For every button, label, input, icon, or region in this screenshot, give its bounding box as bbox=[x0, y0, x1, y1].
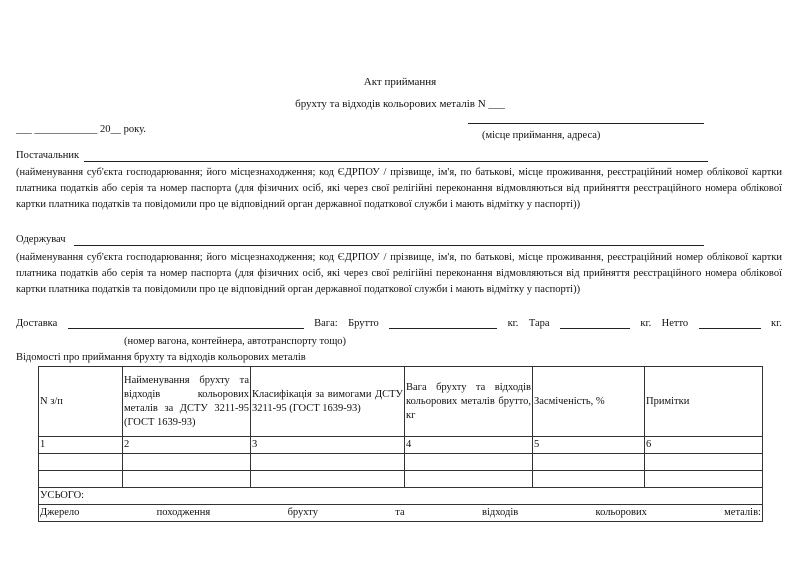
tare-label: Тара bbox=[528, 318, 550, 329]
delivery-caption: (номер вагона, контейнера, автотранспорту тощо) bbox=[124, 336, 347, 347]
receiver-label: Одержувач bbox=[16, 234, 66, 245]
col-number-6: 6 bbox=[645, 437, 763, 454]
delivery-row bbox=[16, 318, 782, 329]
table-number-row bbox=[39, 437, 763, 454]
header-name: Найменування брухту та відходів кольорових металів за ДСТУ 3211-95 (ГОСТ 1639-93) bbox=[123, 367, 251, 437]
delivery-label: Доставка bbox=[16, 318, 58, 329]
source-word: відходів bbox=[481, 507, 519, 518]
document-subtitle: брухту та відходів кольорових металів N ___ bbox=[295, 98, 505, 110]
document-title: Акт приймання bbox=[363, 76, 437, 88]
source-word: брухту bbox=[287, 507, 318, 518]
table-source-row bbox=[39, 505, 763, 522]
weight-label: Вага: bbox=[314, 318, 338, 329]
net-label: Нетто bbox=[661, 318, 689, 329]
source-word: кольорових bbox=[595, 507, 647, 518]
source-label bbox=[40, 506, 761, 520]
table-cell[interactable] bbox=[39, 454, 123, 471]
supplier-caption: (найменування суб'єкта господарювання; його місцезнаходження; код ЄДРПОУ / прізвище, ім'я, по батькові, місце проживання, реєстраційний номер облікової картки платника податків або серія та номер паспорта (для фізичних осіб, які через свої релігійні переконання відмовляються від прийняття реєстраційного номера облікової картки платника податків та повідомили про це відповідний орган державної податкової служби і мають відмітку у паспорті)) bbox=[16, 167, 782, 210]
supplier-label: Постачальник bbox=[16, 150, 80, 161]
total-label: УСЬОГО: bbox=[39, 488, 763, 505]
tare-field[interactable] bbox=[560, 318, 630, 329]
table-cell[interactable] bbox=[405, 471, 533, 488]
gross-field[interactable] bbox=[389, 318, 497, 329]
table-row bbox=[39, 471, 763, 488]
table-header-row bbox=[39, 367, 763, 437]
table-cell[interactable] bbox=[251, 471, 405, 488]
table-cell[interactable] bbox=[123, 454, 251, 471]
header-notes: Примітки bbox=[645, 367, 763, 437]
col-number-5: 5 bbox=[533, 437, 645, 454]
table-cell[interactable] bbox=[645, 454, 763, 471]
header-weight: Вага брухту та відходів кольорових металів брутто, кг bbox=[405, 367, 533, 437]
supplier-field[interactable] bbox=[84, 161, 708, 162]
col-number-4: 4 bbox=[405, 437, 533, 454]
col-number-3: 3 bbox=[251, 437, 405, 454]
table-row bbox=[39, 454, 763, 471]
tare-unit: кг. bbox=[640, 318, 652, 329]
header-contamination: Засміченість, % bbox=[533, 367, 645, 437]
source-cell bbox=[39, 505, 763, 522]
source-word: металів: bbox=[724, 507, 761, 518]
table-cell[interactable] bbox=[39, 471, 123, 488]
source-word: походження bbox=[156, 507, 211, 518]
table-cell[interactable] bbox=[533, 454, 645, 471]
source-word: та bbox=[395, 507, 405, 518]
net-field[interactable] bbox=[699, 318, 761, 329]
source-word: Джерело bbox=[40, 507, 80, 518]
act-date: ___ ____________ 20__ року. bbox=[16, 124, 146, 135]
table-cell[interactable] bbox=[123, 471, 251, 488]
receiver-caption: (найменування суб'єкта господарювання; його місцезнаходження; код ЄДРПОУ / прізвище, ім'я, по батькові, місце проживання, реєстраційний номер облікової картки платника податків або серія та номер паспорта (для фізичних осіб, які через свої релігійні переконання відмовляються від прийняття реєстраційного номера облікової картки платника податків та повідомили про це відповідний орган державної податкової служби і мають відмітку у паспорті)) bbox=[16, 252, 782, 295]
receiver-field[interactable] bbox=[74, 245, 704, 246]
header-classification: Класифікація за вимогами ДСТУ 3211-95 (ГОСТ 1639-93) bbox=[251, 367, 405, 437]
gross-unit: кг. bbox=[507, 318, 519, 329]
place-caption: (місце приймання, адреса) bbox=[482, 130, 601, 141]
table-cell[interactable] bbox=[251, 454, 405, 471]
table-cell[interactable] bbox=[405, 454, 533, 471]
scrap-table bbox=[38, 366, 763, 522]
table-cell[interactable] bbox=[533, 471, 645, 488]
table-cell[interactable] bbox=[645, 471, 763, 488]
col-number-1: 1 bbox=[39, 437, 123, 454]
gross-label: Брутто bbox=[348, 318, 379, 329]
delivery-field[interactable] bbox=[68, 318, 304, 329]
col-number-2: 2 bbox=[123, 437, 251, 454]
place-field[interactable] bbox=[468, 123, 704, 124]
table-title: Відомості про приймання брухту та відходів кольорових металів bbox=[16, 352, 306, 363]
net-unit: кг. bbox=[771, 318, 782, 329]
table-total-row bbox=[39, 488, 763, 505]
header-number: N з/п bbox=[39, 367, 123, 437]
